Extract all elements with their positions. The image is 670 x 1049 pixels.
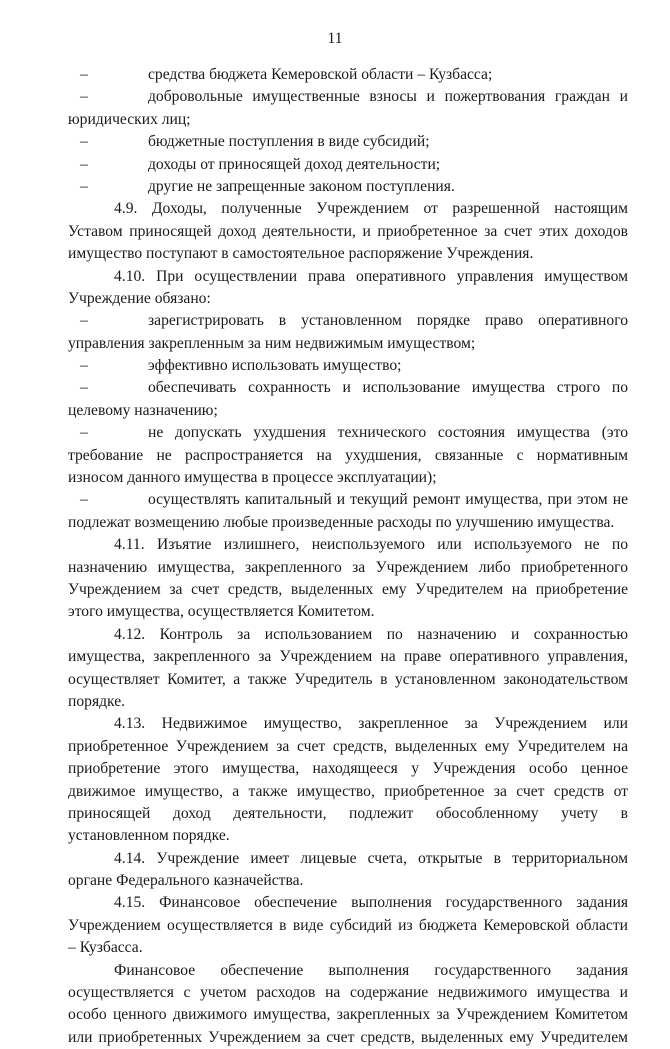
text-line: или приобретенных Учреждением за счет средств, выделенных ему Учредителем [68, 1028, 628, 1046]
text-line: Уставом приносящей доход деятельности, и приобретенное за счет этих доходов [68, 222, 628, 240]
text-line: органе Федерального казначейства. [68, 872, 304, 890]
list-item-text: эффективно использовать имущество; [148, 357, 402, 375]
text-line: Учреждением за счет средств, выделенных ему Учредителем на приобретение [68, 580, 628, 598]
text-line: юридических лиц; [68, 110, 191, 128]
text-line: Учреждение обязано: [68, 289, 211, 307]
list-dash: – [80, 88, 88, 106]
document-body [68, 64, 628, 1049]
list-item [68, 489, 628, 511]
text-line: приобретенное Учреждением за счет средств, выделенных ему Учредителем на [68, 737, 628, 755]
text-line: приносящей доход деятельности, подлежит обособленному учету в [68, 804, 628, 822]
text-line: подлежат возмещению любые произведенные расходы по улучшению имущества. [68, 513, 615, 531]
text-line: особо ценного движимого имущества, закрепленных за Учреждением Комитетом [68, 1006, 628, 1024]
paragraph-start: 4.14. Учреждение имеет лицевые счета, открытые в территориальном [114, 849, 628, 867]
text-line: осуществляется с учетом расходов на содержание недвижимого имущества и [68, 984, 628, 1002]
paragraph-start: Финансовое обеспечение выполнения государственного задания [114, 961, 628, 979]
text-line: этого имущества, осуществляется Комитетом. [68, 603, 375, 621]
list-dash: – [80, 312, 88, 330]
text-line: движимое имущество, а также имущество, приобретенное за счет средств от [68, 782, 628, 800]
list-dash: – [80, 133, 88, 151]
list-dash: – [80, 424, 88, 442]
list-item-text: не допускать ухудшения технического состояния имущества (это [148, 424, 628, 442]
text-line: порядке. [68, 692, 126, 710]
list-item [68, 64, 628, 86]
text-line: осуществляет Комитет, а также Учредитель в установленном законодательством [68, 670, 628, 688]
paragraph-start: 4.11. Изъятие излишнего, неиспользуемого или используемого не по [114, 536, 628, 554]
list-item [68, 422, 628, 444]
list-item-text: другие не запрещенные законом поступления. [148, 177, 455, 195]
text-line: имущество поступают в самостоятельное распоряжение Учреждения. [68, 245, 534, 263]
text-line: – Кузбасса. [68, 939, 143, 957]
list-item [68, 131, 628, 153]
list-item-text: бюджетные поступления в виде субсидий; [148, 133, 430, 151]
list-item-text: средства бюджета Кемеровской области – Кузбасса; [148, 66, 493, 83]
text-line: Учреждением осуществляется в виде субсидий из бюджета Кемеровской области [68, 916, 628, 934]
list-item-text: обеспечивать сохранность и использование имущества строго по [148, 379, 628, 397]
list-item [68, 377, 628, 399]
list-dash: – [80, 379, 88, 397]
list-item-text: добровольные имущественные взносы и пожертвования граждан и [148, 88, 628, 106]
page-number: 11 [327, 30, 343, 47]
text-line: приобретение этого имущества, находящееся у Учреждения особо ценное [68, 760, 628, 778]
list-item-text: зарегистрировать в установленном порядке право оперативного [148, 312, 628, 330]
list-item [68, 176, 628, 198]
list-dash: – [80, 177, 88, 195]
list-dash: – [80, 66, 88, 83]
text-line: управления закрепленным за ним недвижимым имуществом; [68, 334, 476, 352]
paragraph-start: 4.13. Недвижимое имущество, закрепленное за Учреждением или [114, 715, 628, 733]
list-item [68, 154, 628, 176]
text-line: назначению имущества, закрепленного за Учреждением либо приобретенного [68, 558, 628, 576]
text-line: установленном порядке. [68, 827, 230, 845]
list-dash: – [80, 155, 88, 173]
paragraph-start: 4.12. Контроль за использованием по назначению и сохранностью [114, 625, 628, 643]
text-line: имущества, закрепленного за Учреждением на праве оперативного управления, [68, 648, 628, 666]
list-item [68, 355, 628, 377]
text-line: требование не распространяется на ухудшения, связанные с нормативным [68, 446, 628, 464]
text-line: износом данного имущества в процессе эксплуатации); [68, 469, 437, 487]
paragraph-start: 4.15. Финансовое обеспечение выполнения государственного задания [114, 894, 628, 912]
paragraph-start: 4.10. При осуществлении права оперативного управления имуществом [114, 267, 628, 285]
list-dash: – [80, 491, 88, 509]
paragraph-start: 4.9. Доходы, полученные Учреждением от разрешенной настоящим [114, 200, 628, 218]
list-item-text: осуществлять капитальный и текущий ремонт имущества, при этом не [148, 491, 628, 509]
list-dash: – [80, 357, 88, 375]
list-item [68, 310, 628, 332]
list-item [68, 86, 628, 108]
text-line: целевому назначению; [68, 401, 218, 419]
list-item-text: доходы от приносящей доход деятельности; [148, 155, 441, 173]
